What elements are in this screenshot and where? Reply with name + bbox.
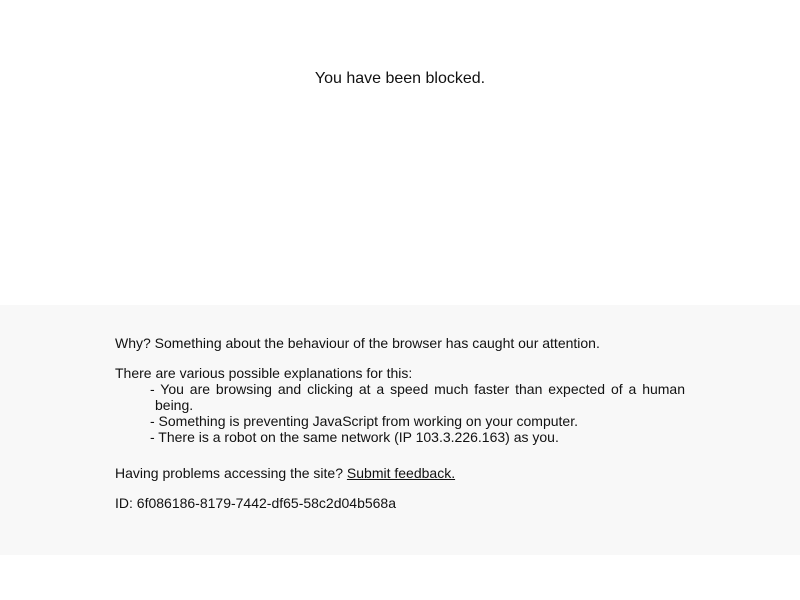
problems-line	[115, 465, 455, 481]
explanation-panel	[0, 305, 800, 555]
why-text: Why? Something about the behaviour of the browser has caught our attention.	[115, 335, 600, 351]
blocked-headline: You have been blocked.	[314, 70, 486, 87]
explanations-intro: There are various possible explanations for this:	[115, 365, 413, 381]
submit-feedback-link[interactable]: Submit feedback.	[346, 465, 456, 481]
block-id: ID: 6f086186-8179-7442-df65-58c2d04b568a	[115, 495, 397, 511]
problems-text: Having problems accessing the site?	[115, 465, 344, 481]
reason-item: - Something is preventing JavaScript from working on your computer.	[150, 413, 578, 429]
reason-item: - You are browsing and clicking at a speed much faster than expected of a human being.	[150, 381, 685, 413]
reason-item: - There is a robot on the same network (IP 103.3.226.163) as you.	[150, 429, 559, 445]
reason-list	[150, 381, 685, 445]
